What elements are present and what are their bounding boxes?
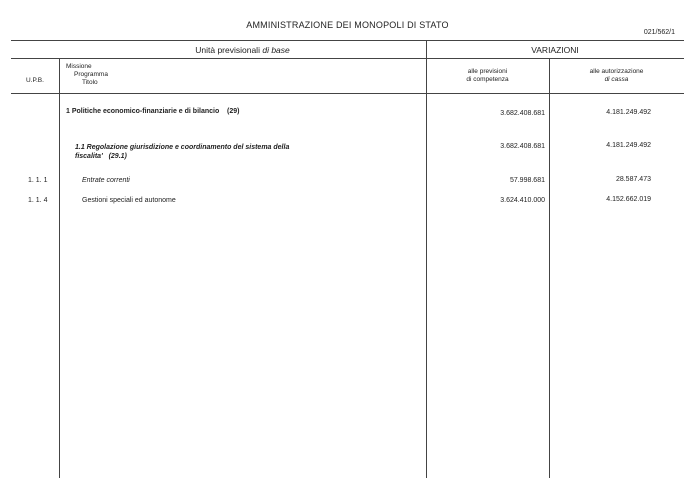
header-bottom-border (11, 93, 684, 94)
variazioni-column-divider (426, 40, 427, 478)
unita-previsionali-header (59, 45, 426, 55)
header-divider (11, 58, 684, 59)
table-row (66, 108, 240, 115)
competenza-header-line2: di competenza (466, 76, 509, 83)
upb-header: U.P.B. (26, 77, 44, 84)
competenza-header (426, 68, 549, 84)
row-label-line1: 1.1 Regolazione giurisdizione e coordinamento del sistema della (75, 144, 290, 151)
unita-italic: di base (262, 45, 290, 55)
titolo-header: Titolo (82, 79, 98, 86)
programma-header: Programma (74, 71, 108, 78)
row-cassa: 4.181.249.492 (606, 142, 651, 149)
missione-header: Missione (66, 63, 92, 70)
cassa-header (549, 68, 684, 84)
cassa-header-line1: alle autorizzazione (589, 68, 644, 75)
row-code: (29.1) (108, 153, 127, 160)
unita-prefix: Unità previsionali (195, 45, 260, 55)
row-label: 1 Politiche economico-finanziarie e di bilancio (66, 108, 220, 115)
row-cassa: 4.181.249.492 (606, 109, 651, 116)
document-number: 021/562/1 (643, 29, 675, 36)
row-cassa: 4.152.662.019 (606, 196, 651, 203)
row-competenza: 3.682.408.681 (500, 110, 545, 117)
table-row (75, 143, 289, 161)
row-competenza: 57.998.681 (509, 177, 545, 184)
row-competenza: 3.682.408.681 (500, 143, 545, 150)
table-row: Gestioni speciali ed autonome (82, 197, 176, 204)
row-label-line2: fiscalita' (75, 153, 103, 160)
variazioni-header: VARIAZIONI (531, 45, 579, 55)
row-cassa: 28.587.473 (615, 176, 651, 183)
upb-column-divider (59, 58, 60, 478)
cassa-column-divider (549, 58, 550, 478)
competenza-header-line1: alle previsioni (467, 68, 508, 75)
row-upb: 1. 1. 4 (28, 197, 48, 204)
row-upb: 1. 1. 1 (28, 177, 48, 184)
row-code: (29) (227, 108, 240, 115)
row-competenza: 3.624.410.000 (500, 197, 545, 204)
cassa-header-line2: di cassa (604, 76, 629, 83)
document-title: AMMINISTRAZIONE DEI MONOPOLI DI STATO (246, 20, 449, 30)
table-row: Entrate correnti (82, 177, 130, 184)
table-top-border (11, 40, 684, 41)
